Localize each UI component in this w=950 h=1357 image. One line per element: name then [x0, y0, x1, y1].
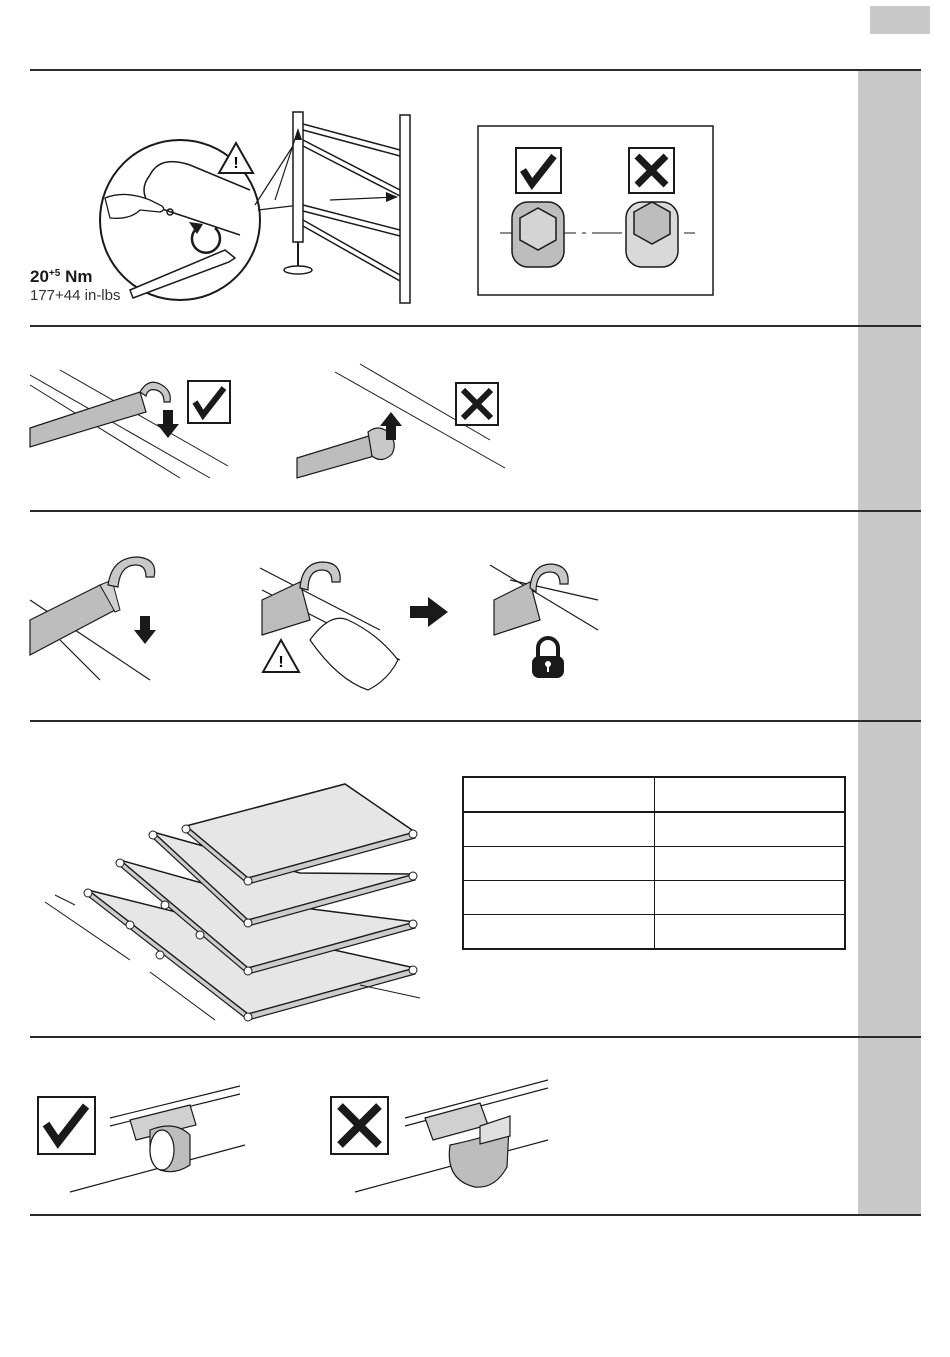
svg-text:!: !	[233, 155, 239, 172]
svg-text:!: !	[278, 654, 284, 671]
torque-alt-value: 177+44 in-lbs	[30, 287, 121, 304]
torque-value: $20^{+5}$ Nm	[30, 267, 93, 286]
